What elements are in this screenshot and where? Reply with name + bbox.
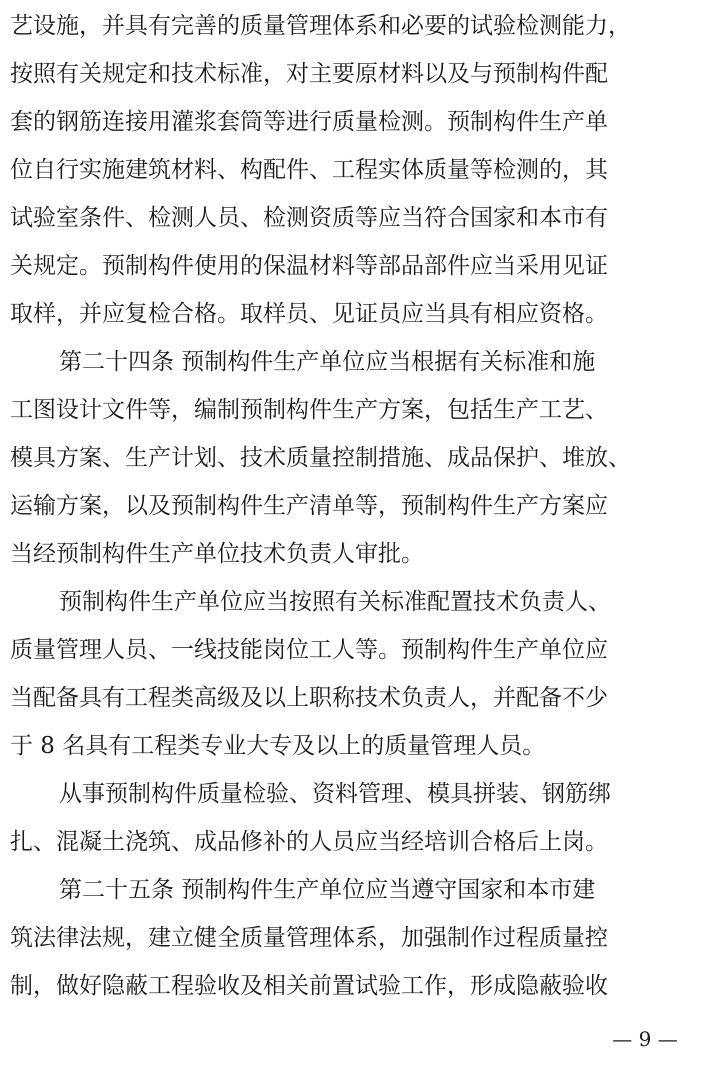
text-line-16: 于 8 名具有工程类专业大专及以上的质量管理人员。	[10, 733, 546, 759]
text-line-18: 扎、混凝土浇筑、成品修补的人员应当经培训合格后上岗。	[10, 829, 608, 855]
text-line-21: 制，做好隐蔽工程验收及相关前置试验工作，形成隐蔽验收	[10, 973, 608, 999]
text-line-7: 取样，并应复检合格。取样员、见证员应当具有相应资格。	[10, 301, 608, 327]
article-25-heading-line: 第二十五条 预制构件生产单位应当遵守国家和本市建	[59, 877, 596, 903]
text-line-12: 当经预制构件生产单位技术负责人审批。	[10, 541, 424, 567]
paragraph-start-line: 从事预制构件质量检验、资料管理、模具拼装、钢筋绑	[59, 781, 611, 807]
article-24-heading-line: 第二十四条 预制构件生产单位应当根据有关标准和施	[59, 349, 596, 375]
text-line-9: 工图设计文件等，编制预制构件生产方案，包括生产工艺、	[10, 397, 608, 423]
text-line-1: 艺设施，并具有完善的质量管理体系和必要的试验检测能力，	[10, 13, 631, 39]
text-line-5: 试验室条件、检测人员、检测资质等应当符合国家和本市有	[10, 205, 608, 231]
text-line-20: 筑法律法规，建立健全质量管理体系，加强制作过程质量控	[10, 925, 608, 951]
text-line-6: 关规定。预制构件使用的保温材料等部品部件应当采用见证	[10, 253, 608, 279]
text-line-15: 当配备具有工程类高级及以上职称技术负责人，并配备不少	[10, 685, 608, 711]
text-line-3: 套的钢筋连接用灌浆套筒等进行质量检测。预制构件生产单	[10, 109, 608, 135]
paragraph-start-line: 预制构件生产单位应当按照有关标准配置技术负责人、	[59, 589, 611, 615]
text-line-4: 位自行实施建筑材料、构配件、工程实体质量等检测的，其	[10, 157, 608, 183]
text-line-2: 按照有关规定和技术标准，对主要原材料以及与预制构件配	[10, 61, 608, 87]
text-line-14: 质量管理人员、一线技能岗位工人等。预制构件生产单位应	[10, 637, 608, 663]
text-line-11: 运输方案，以及预制构件生产清单等，预制构件生产方案应	[10, 493, 608, 519]
page-number: — 9 —	[612, 1027, 678, 1051]
text-line-10: 模具方案、生产计划、技术质量控制措施、成品保护、堆放、	[10, 445, 631, 471]
